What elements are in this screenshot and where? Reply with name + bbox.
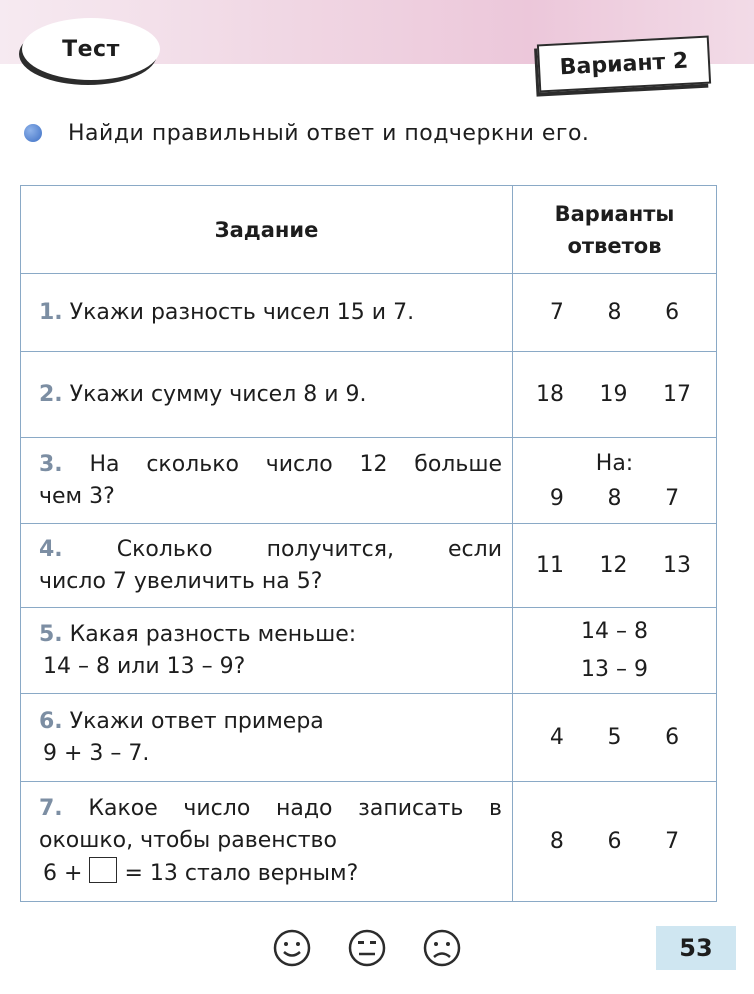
task-line [39,534,502,566]
task-line [39,793,502,825]
task-cell [21,438,513,524]
answer-option[interactable]: 6 [665,725,680,750]
answer-cell [513,438,717,524]
table-row [21,274,717,352]
task-cell [21,524,513,608]
table-row [21,352,717,438]
header-answers [513,186,717,274]
header-answers-text: Варианты ответов [554,201,675,258]
answer-option[interactable]: 5 [607,725,622,750]
task-number: 6. [39,708,63,734]
task-cell [21,352,513,438]
task-number: 7. [39,796,63,821]
answer-cell [513,782,717,902]
task-text: 14 – 8 или 13 – 9? [43,653,246,679]
task-text: Укажи разность чисел 15 и 7. [69,299,415,325]
page-number [656,926,736,970]
variant-label-box [537,36,711,93]
table-header-row [21,186,717,274]
test-label: Тест [62,36,120,62]
task-text: Какое число надо записать в [88,796,502,821]
table-row [21,694,717,782]
task-text: число 7 увеличить на 5? [39,568,323,594]
task-number: 4. [39,536,63,562]
answer-cell [513,694,717,782]
answer-option[interactable]: 7 [665,829,680,854]
answer-prefix: На: [595,450,634,476]
task-text: 9 + 3 – 7. [43,740,150,766]
answer-option[interactable]: 11 [536,553,564,578]
answer-cell [513,524,717,608]
instruction-text: Найди правильный ответ и подчеркни его. [68,120,590,146]
equation-right: = 13 стало верным? [124,861,359,886]
answer-option[interactable]: 4 [549,725,564,750]
page-number-text: 53 [679,934,713,962]
instruction-line [24,115,724,151]
task-cell [21,782,513,902]
task-cell [21,274,513,352]
task-number: 5. [39,621,63,647]
equation-left: 6 + [43,861,83,886]
table-row [21,608,717,694]
header-task: Задание [21,186,513,274]
answer-option[interactable]: 18 [536,382,564,407]
answer-cell [513,352,717,438]
answer-cell [513,608,717,694]
table-row [21,782,717,902]
task-number: 1. [39,299,63,325]
answer-option[interactable]: 9 [549,485,564,511]
table-row [21,524,717,608]
neutral-face-icon[interactable] [347,928,387,968]
answer-option[interactable]: 6 [665,300,680,325]
task-line [39,449,502,481]
answer-option[interactable]: 17 [663,382,691,407]
bullet-icon [24,124,42,142]
answer-option[interactable]: 8 [549,829,564,854]
answer-option[interactable]: 7 [549,300,564,325]
task-number: 3. [39,451,63,477]
task-text: На сколько число 12 больше [89,451,502,477]
task-text: чем 3? [39,483,115,509]
answer-option[interactable]: 12 [599,553,628,578]
smile-face-icon[interactable] [272,928,312,968]
task-text: Укажи сумму чисел 8 и 9. [69,381,367,407]
task-text: окошко, чтобы равенство [39,828,337,853]
answer-option[interactable]: 7 [665,485,680,511]
equation-line [39,857,502,890]
self-assessment-faces [272,927,462,969]
answer-option[interactable]: 6 [607,829,622,854]
task-table [20,185,717,902]
task-number: 2. [39,381,63,407]
variant-label: Вариант 2 [559,48,689,80]
answer-cell [513,274,717,352]
task-text: Какая разность меньше: [69,621,357,647]
task-text: Сколько получится, если [116,536,502,562]
answer-option[interactable]: 13 – 9 [581,656,648,682]
task-cell [21,608,513,694]
empty-box[interactable] [89,857,117,883]
answer-option[interactable]: 19 [599,382,628,407]
test-label-tab [22,18,160,80]
table-row [21,438,717,524]
sad-face-icon[interactable] [422,928,462,968]
answer-option[interactable]: 14 – 8 [581,618,648,644]
task-text: Укажи ответ примера [69,708,324,734]
answer-option[interactable]: 8 [607,485,622,511]
answer-option[interactable]: 13 [663,553,691,578]
answer-option[interactable]: 8 [607,300,622,325]
task-cell [21,694,513,782]
